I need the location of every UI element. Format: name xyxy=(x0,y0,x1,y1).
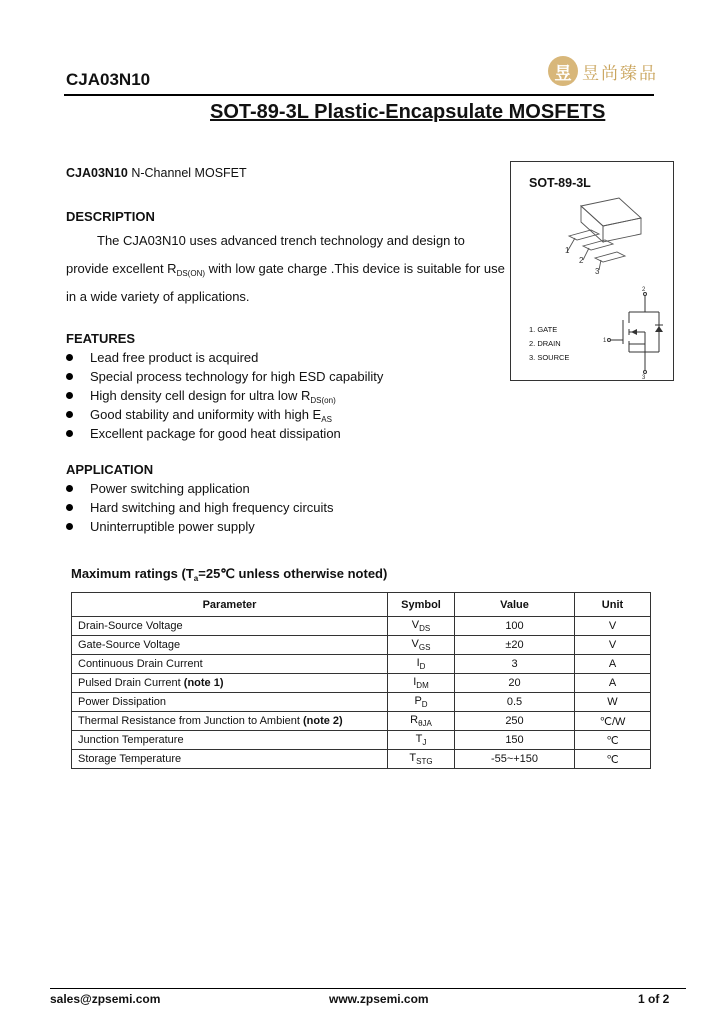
list-item: Excellent package for good heat dissipation xyxy=(66,425,383,444)
pin-gate: 1. GATE xyxy=(529,325,558,334)
features-list xyxy=(66,349,383,444)
unit-cell: ℃ xyxy=(575,750,651,769)
table-row xyxy=(72,674,651,693)
description-line-2: provide excellent $R_{DS(ON)}$ with low gate charge .This device is suitable for use xyxy=(66,261,505,278)
list-item: Special process technology for high ESD capability xyxy=(66,368,383,387)
pin-list xyxy=(529,323,569,365)
symbol-cell: $V_{DS}$ xyxy=(388,617,455,636)
device-subtitle xyxy=(66,166,247,180)
description-line-1: The CJA03N10 uses advanced trench technology and design to xyxy=(97,233,465,248)
footer-rule xyxy=(50,988,686,989)
ratings-table xyxy=(71,592,651,769)
ratings-title: Maximum ratings ($T_a=25℃$ unless otherwise noted) xyxy=(71,566,388,583)
features-heading: FEATURES xyxy=(66,331,136,346)
pin-label-1: 1 xyxy=(565,246,570,255)
page-title: SOT-89-3L Plastic-Encapsulate MOSFETS xyxy=(210,101,606,123)
value-cell: 3 xyxy=(455,655,575,674)
symbol-cell: $V_{GS}$ xyxy=(388,636,455,655)
schematic-label-gate: 1 xyxy=(603,338,607,344)
package-title: SOT-89-3L xyxy=(529,176,591,190)
table-row xyxy=(72,693,651,712)
symbol-cell: $P_D$ xyxy=(388,693,455,712)
param-cell: Drain-Source Voltage xyxy=(72,617,388,636)
column-header: Unit xyxy=(575,593,651,617)
symbol-cell: $R_{\theta JA}$ xyxy=(388,712,455,731)
column-header: Parameter xyxy=(72,593,388,617)
footer-page-number: 1 of 2 xyxy=(638,992,670,1006)
description-heading: DESCRIPTION xyxy=(66,209,155,224)
package-box xyxy=(510,161,674,381)
symbol-cell: $T_{STG}$ xyxy=(388,750,455,769)
table-row xyxy=(72,617,651,636)
part-number: CJA03N10 xyxy=(66,70,151,89)
symbol-cell: $I_{DM}$ xyxy=(388,674,455,693)
param-cell: Thermal Resistance from Junction to Ambient (note 2) xyxy=(72,712,388,731)
param-cell: Continuous Drain Current xyxy=(72,655,388,674)
schematic-label-drain: 2 xyxy=(642,287,646,293)
unit-cell: W xyxy=(575,693,651,712)
unit-cell: A xyxy=(575,674,651,693)
symbol-cell: $I_D$ xyxy=(388,655,455,674)
value-cell: 0.5 xyxy=(455,693,575,712)
param-cell: Storage Temperature xyxy=(72,750,388,769)
param-cell: Junction Temperature xyxy=(72,731,388,750)
value-cell: 20 xyxy=(455,674,575,693)
list-item: Lead free product is acquired xyxy=(66,349,383,368)
param-cell: Pulsed Drain Current (note 1) xyxy=(72,674,388,693)
table-row xyxy=(72,712,651,731)
logo-mark-icon: 昱 xyxy=(548,56,578,86)
value-cell: ±20 xyxy=(455,636,575,655)
subtitle-part: CJA03N10 xyxy=(66,166,128,180)
pin-source: 3. SOURCE xyxy=(529,353,570,362)
symbol-cell: $T_J$ xyxy=(388,731,455,750)
value-cell: 100 xyxy=(455,617,575,636)
list-item: Power switching application xyxy=(66,480,334,499)
schematic-label-source: 3 xyxy=(642,375,646,381)
table-row xyxy=(72,731,651,750)
pin-drain: 2. DRAIN xyxy=(529,339,561,348)
column-header: Symbol xyxy=(388,593,455,617)
list-item: Uninterruptible power supply xyxy=(66,518,334,537)
unit-cell: ℃/W xyxy=(575,712,651,731)
footer-email[interactable]: sales@zpsemi.com xyxy=(50,992,161,1006)
description-line-3: in a wide variety of applications. xyxy=(66,289,250,304)
value-cell: -55~+150 xyxy=(455,750,575,769)
list-item: Hard switching and high frequency circuits xyxy=(66,499,334,518)
table-row xyxy=(72,636,651,655)
logo-text: 昱尚臻品 xyxy=(582,63,658,84)
column-header: Value xyxy=(455,593,575,617)
unit-cell: ℃ xyxy=(575,731,651,750)
subtitle-type: N-Channel MOSFET xyxy=(131,166,247,180)
value-cell: 150 xyxy=(455,731,575,750)
unit-cell: V xyxy=(575,617,651,636)
list-item: High density cell design for ultra low $R_{DS(on)}$ xyxy=(66,387,383,406)
list-item: Good stability and uniformity with high $E_{AS}$ xyxy=(66,406,383,425)
pin-label-3: 3 xyxy=(595,267,600,276)
application-heading: APPLICATION xyxy=(66,462,154,477)
application-list xyxy=(66,480,334,537)
company-logo xyxy=(548,56,658,86)
unit-cell: A xyxy=(575,655,651,674)
header-rule xyxy=(64,94,654,96)
table-header-row xyxy=(72,593,651,617)
table-row xyxy=(72,750,651,769)
pin-label-2: 2 xyxy=(579,256,584,265)
value-cell: 250 xyxy=(455,712,575,731)
unit-cell: V xyxy=(575,636,651,655)
footer-website[interactable]: www.zpsemi.com xyxy=(329,992,429,1006)
param-cell: Power Dissipation xyxy=(72,693,388,712)
param-cell: Gate-Source Voltage xyxy=(72,636,388,655)
table-row xyxy=(72,655,651,674)
